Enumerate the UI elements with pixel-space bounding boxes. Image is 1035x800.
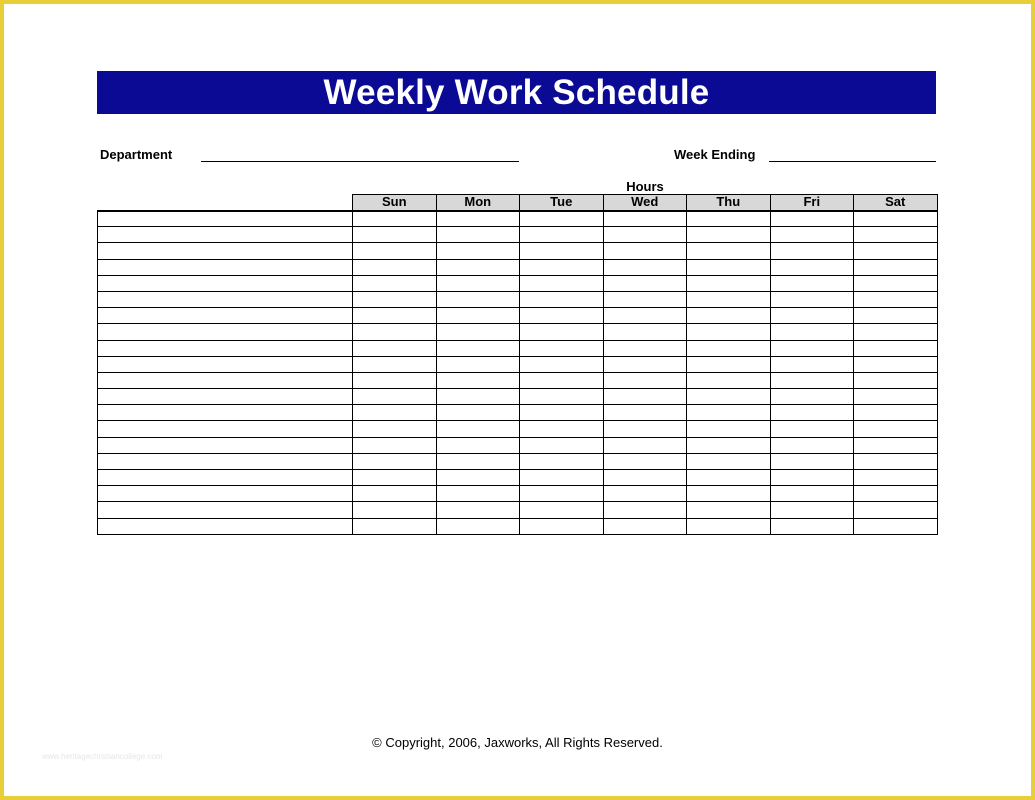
hours-cell-wed[interactable] [603,308,687,324]
table-row [98,486,938,502]
hours-cell-sat[interactable] [854,502,938,518]
employee-column-header [98,195,353,211]
hours-cell-mon[interactable] [436,340,520,356]
day-header-sun: Sun [353,195,437,211]
schedule-table [97,194,938,535]
hours-cell-mon[interactable] [436,324,520,340]
hours-cell-sun[interactable] [353,518,437,534]
employee-assignment-cell[interactable] [98,291,353,307]
hours-cell-tue[interactable] [520,518,604,534]
employee-assignment-cell[interactable] [98,486,353,502]
hours-cell-sat[interactable] [854,437,938,453]
hours-cell-wed[interactable] [603,518,687,534]
department-field[interactable] [201,161,519,162]
hours-cell-mon[interactable] [436,243,520,259]
hours-cell-tue[interactable] [520,227,604,243]
watermark: www.heritagechristiancollege.com [42,752,163,761]
hours-cell-thu[interactable] [687,486,771,502]
hours-cell-wed[interactable] [603,502,687,518]
table-row [98,372,938,388]
table-row [98,421,938,437]
employee-assignment-cell[interactable] [98,372,353,388]
hours-cell-sun[interactable] [353,243,437,259]
hours-cell-fri[interactable] [770,453,854,469]
hours-cell-thu[interactable] [687,340,771,356]
employee-assignment-cell[interactable] [98,308,353,324]
employee-assignment-cell[interactable] [98,211,353,227]
employee-assignment-cell[interactable] [98,405,353,421]
hours-cell-sat[interactable] [854,259,938,275]
hours-cell-sat[interactable] [854,453,938,469]
hours-cell-sat[interactable] [854,243,938,259]
hours-cell-sat[interactable] [854,227,938,243]
hours-cell-wed[interactable] [603,470,687,486]
hours-cell-sun[interactable] [353,421,437,437]
hours-cell-thu[interactable] [687,470,771,486]
hours-cell-fri[interactable] [770,389,854,405]
title-banner [97,71,936,114]
employee-assignment-cell[interactable] [98,453,353,469]
hours-cell-fri[interactable] [770,486,854,502]
employee-assignment-cell[interactable] [98,356,353,372]
hours-cell-sun[interactable] [353,389,437,405]
hours-cell-tue[interactable] [520,470,604,486]
hours-cell-mon[interactable] [436,227,520,243]
employee-assignment-cell[interactable] [98,243,353,259]
hours-cell-fri[interactable] [770,405,854,421]
hours-cell-wed[interactable] [603,340,687,356]
hours-cell-sun[interactable] [353,486,437,502]
hours-cell-wed[interactable] [603,227,687,243]
table-row [98,227,938,243]
employee-assignment-cell[interactable] [98,324,353,340]
employee-assignment-cell[interactable] [98,259,353,275]
hours-cell-sun[interactable] [353,211,437,227]
hours-cell-thu[interactable] [687,356,771,372]
employee-assignment-cell[interactable] [98,389,353,405]
schedule-body [98,211,938,535]
hours-cell-sun[interactable] [353,291,437,307]
hours-cell-fri[interactable] [770,324,854,340]
hours-cell-tue[interactable] [520,291,604,307]
hours-cell-thu[interactable] [687,518,771,534]
hours-cell-fri[interactable] [770,275,854,291]
hours-cell-tue[interactable] [520,421,604,437]
employee-assignment-cell[interactable] [98,421,353,437]
hours-cell-wed[interactable] [603,437,687,453]
hours-cell-thu[interactable] [687,259,771,275]
hours-cell-thu[interactable] [687,437,771,453]
hours-cell-thu[interactable] [687,502,771,518]
hours-cell-mon[interactable] [436,437,520,453]
hours-cell-sun[interactable] [353,437,437,453]
hours-cell-fri[interactable] [770,243,854,259]
hours-cell-mon[interactable] [436,308,520,324]
hours-cell-sat[interactable] [854,518,938,534]
week-ending-label: Week Ending [674,147,756,162]
hours-cell-thu[interactable] [687,389,771,405]
hours-cell-wed[interactable] [603,275,687,291]
hours-cell-tue[interactable] [520,437,604,453]
day-header-mon: Mon [436,195,520,211]
hours-cell-sat[interactable] [854,275,938,291]
hours-cell-wed[interactable] [603,356,687,372]
hours-cell-tue[interactable] [520,389,604,405]
hours-cell-mon[interactable] [436,421,520,437]
table-row [98,470,938,486]
hours-cell-sun[interactable] [353,259,437,275]
table-row [98,243,938,259]
hours-cell-thu[interactable] [687,243,771,259]
hours-cell-fri[interactable] [770,211,854,227]
hours-cell-tue[interactable] [520,324,604,340]
hours-cell-sat[interactable] [854,372,938,388]
hours-cell-tue[interactable] [520,308,604,324]
header-row [98,195,938,211]
employee-assignment-cell[interactable] [98,227,353,243]
hours-cell-thu[interactable] [687,275,771,291]
hours-cell-fri[interactable] [770,470,854,486]
hours-cell-fri[interactable] [770,518,854,534]
hours-cell-tue[interactable] [520,372,604,388]
hours-cell-mon[interactable] [436,486,520,502]
hours-cell-sun[interactable] [353,308,437,324]
hours-cell-mon[interactable] [436,291,520,307]
employee-assignment-cell[interactable] [98,470,353,486]
hours-cell-mon[interactable] [436,470,520,486]
hours-cell-wed[interactable] [603,211,687,227]
hours-cell-tue[interactable] [520,405,604,421]
table-row [98,518,938,534]
hours-cell-fri[interactable] [770,437,854,453]
table-row [98,437,938,453]
hours-cell-thu[interactable] [687,405,771,421]
hours-cell-fri[interactable] [770,340,854,356]
table-row [98,259,938,275]
hours-cell-wed[interactable] [603,291,687,307]
day-header-sat: Sat [854,195,938,211]
hours-cell-mon[interactable] [436,518,520,534]
hours-cell-sun[interactable] [353,502,437,518]
hours-cell-wed[interactable] [603,389,687,405]
hours-cell-sat[interactable] [854,291,938,307]
hours-cell-tue[interactable] [520,340,604,356]
employee-assignment-cell[interactable] [98,518,353,534]
hours-cell-tue[interactable] [520,486,604,502]
copyright-notice: © Copyright, 2006, Jaxworks, All Rights Reserved. [372,735,663,750]
employee-assignment-cell[interactable] [98,340,353,356]
day-header-tue: Tue [520,195,604,211]
hours-cell-mon[interactable] [436,405,520,421]
hours-cell-fri[interactable] [770,308,854,324]
hours-cell-sat[interactable] [854,340,938,356]
page-title: Weekly Work Schedule [323,72,710,112]
hours-cell-thu[interactable] [687,324,771,340]
day-header-wed: Wed [603,195,687,211]
hours-cell-sat[interactable] [854,389,938,405]
hours-cell-tue[interactable] [520,259,604,275]
hours-cell-sun[interactable] [353,227,437,243]
hours-cell-fri[interactable] [770,259,854,275]
hours-cell-sun[interactable] [353,340,437,356]
hours-cell-wed[interactable] [603,421,687,437]
hours-cell-sat[interactable] [854,470,938,486]
table-row [98,308,938,324]
table-row [98,275,938,291]
hours-cell-sat[interactable] [854,421,938,437]
table-row [98,324,938,340]
table-row [98,356,938,372]
employee-assignment-cell[interactable] [98,275,353,291]
department-label: Department [100,147,173,162]
hours-label: Hours [626,179,664,194]
table-row [98,453,938,469]
hours-cell-sun[interactable] [353,405,437,421]
hours-cell-mon[interactable] [436,372,520,388]
hours-cell-sat[interactable] [854,308,938,324]
hours-cell-thu[interactable] [687,453,771,469]
hours-cell-thu[interactable] [687,372,771,388]
hours-cell-sun[interactable] [353,324,437,340]
hours-cell-thu[interactable] [687,291,771,307]
table-row [98,340,938,356]
hours-cell-mon[interactable] [436,389,520,405]
hours-cell-thu[interactable] [687,211,771,227]
hours-cell-mon[interactable] [436,356,520,372]
hours-cell-tue[interactable] [520,356,604,372]
hours-cell-mon[interactable] [436,211,520,227]
table-row [98,389,938,405]
hours-cell-mon[interactable] [436,259,520,275]
hours-cell-fri[interactable] [770,227,854,243]
hours-cell-sat[interactable] [854,405,938,421]
hours-cell-wed[interactable] [603,259,687,275]
hours-cell-fri[interactable] [770,502,854,518]
hours-cell-fri[interactable] [770,356,854,372]
table-row [98,291,938,307]
hours-cell-wed[interactable] [603,405,687,421]
table-row [98,405,938,421]
employee-assignment-cell[interactable] [98,502,353,518]
hours-cell-sun[interactable] [353,356,437,372]
hours-cell-sun[interactable] [353,275,437,291]
hours-cell-wed[interactable] [603,453,687,469]
table-row [98,211,938,227]
hours-cell-sun[interactable] [353,372,437,388]
hours-cell-wed[interactable] [603,243,687,259]
day-header-thu: Thu [687,195,771,211]
hours-cell-sat[interactable] [854,356,938,372]
hours-cell-wed[interactable] [603,486,687,502]
employee-assignment-cell[interactable] [98,437,353,453]
hours-cell-wed[interactable] [603,324,687,340]
week-ending-field[interactable] [769,161,936,162]
hours-cell-tue[interactable] [520,502,604,518]
hours-cell-mon[interactable] [436,502,520,518]
hours-cell-tue[interactable] [520,243,604,259]
hours-cell-fri[interactable] [770,291,854,307]
hours-cell-sat[interactable] [854,324,938,340]
hours-cell-tue[interactable] [520,453,604,469]
hours-cell-mon[interactable] [436,453,520,469]
hours-cell-sun[interactable] [353,453,437,469]
hours-cell-thu[interactable] [687,421,771,437]
hours-cell-wed[interactable] [603,372,687,388]
day-header-fri: Fri [770,195,854,211]
hours-cell-tue[interactable] [520,211,604,227]
hours-cell-mon[interactable] [436,275,520,291]
table-row [98,502,938,518]
hours-cell-sat[interactable] [854,211,938,227]
hours-cell-sun[interactable] [353,470,437,486]
hours-cell-fri[interactable] [770,421,854,437]
hours-cell-tue[interactable] [520,275,604,291]
hours-cell-thu[interactable] [687,308,771,324]
hours-cell-sat[interactable] [854,486,938,502]
hours-cell-thu[interactable] [687,227,771,243]
hours-cell-fri[interactable] [770,372,854,388]
